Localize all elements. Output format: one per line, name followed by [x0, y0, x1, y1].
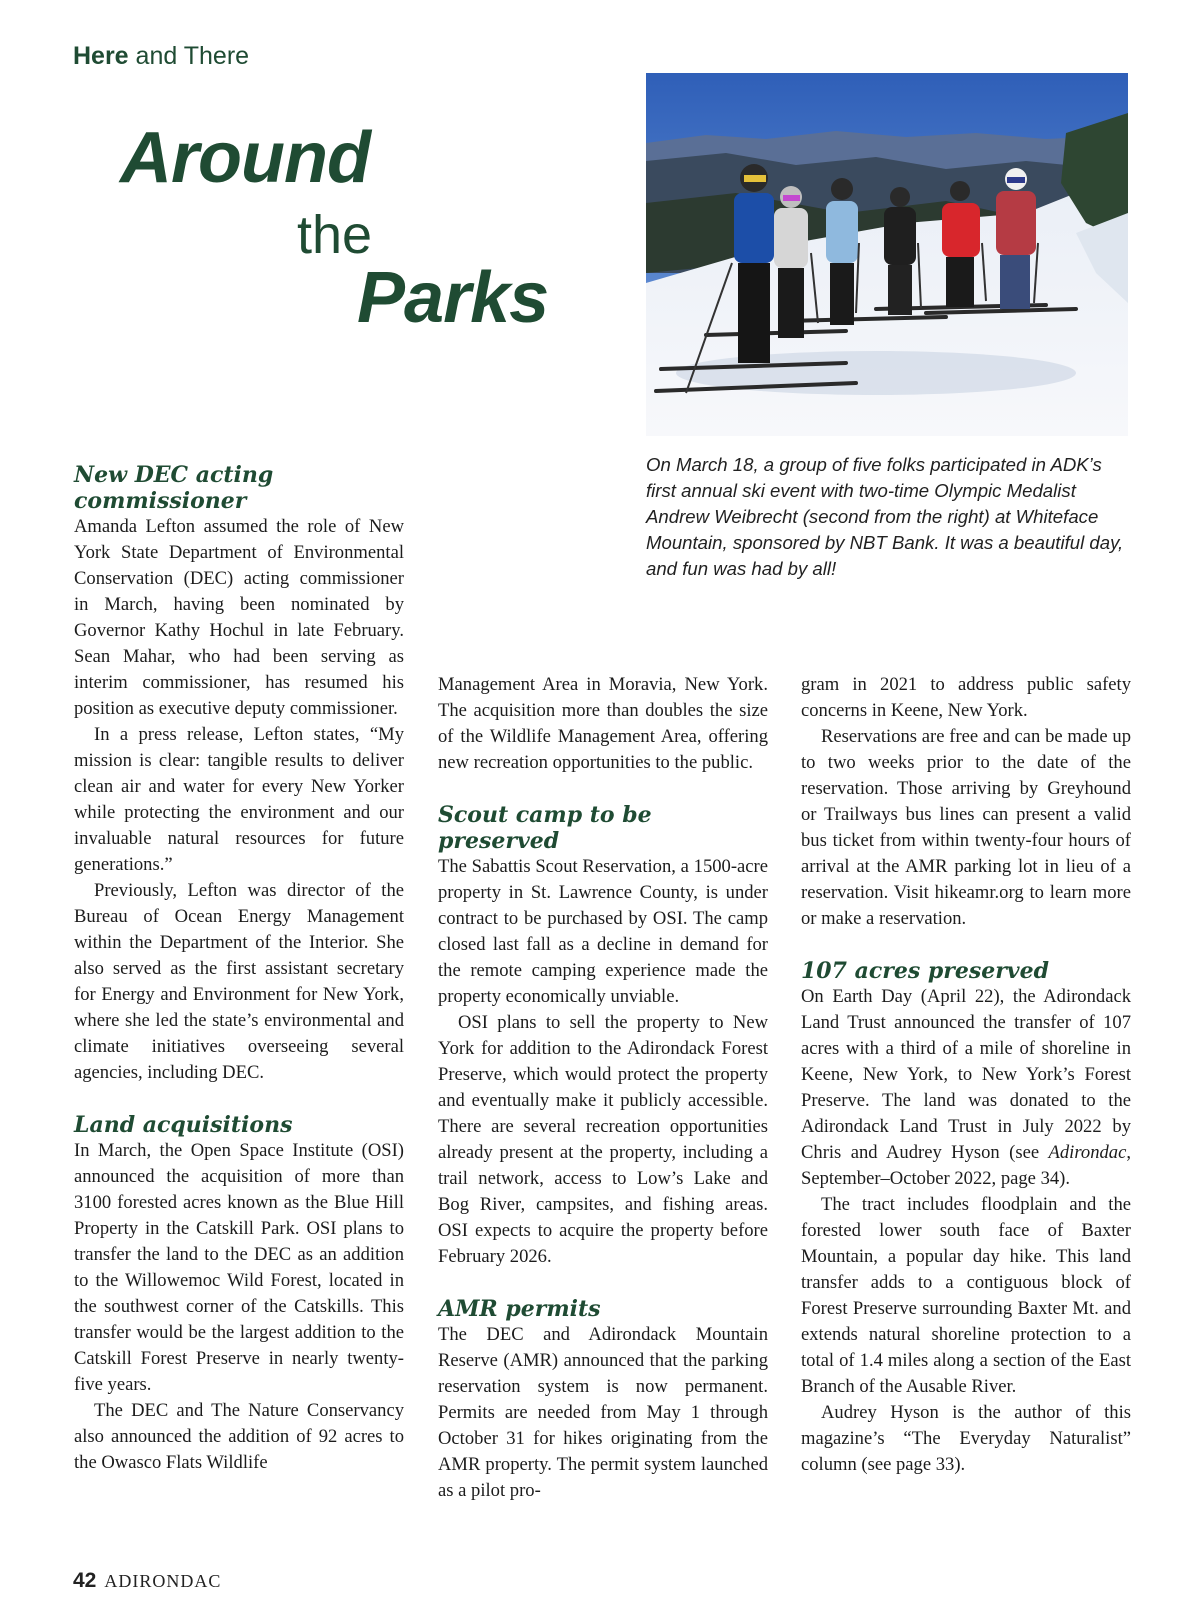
amr-paragraph-1-start: The DEC and Adirondack Mountain Reserve (AMR) announced that the parking reservation system is now permanent. Permits are needed from May 1 through October 31 for hikes originating from the AMR property. The permit system launched as a pilot pro-	[438, 1324, 768, 1501]
title-the: the	[297, 205, 373, 265]
acres-p1-text-b: , September–October 2022, page 34).	[801, 1142, 1131, 1189]
page-number: 42	[73, 1569, 97, 1592]
acres-paragraph-2: The tract includes floodplain and the forested lower south face of Baxter Mountain, a popular day hike. This land transfer adds to a contiguous block of Forest Preserve surrounding Baxter Mt. and extends natural shoreline protection to a total of 1.4 miles along a section of the East Branch of the Ausable River.	[801, 1194, 1131, 1397]
title-parks: Parks	[357, 258, 549, 338]
magazine-title-italic: Adirondac	[1048, 1142, 1127, 1163]
land-paragraph-2-start: The DEC and The Nature Conservancy also announced the addition of 92 acres to the Owasco Flats Wildlife	[74, 1400, 404, 1473]
magazine-name: ADIRONDAC	[104, 1571, 222, 1591]
column-1	[74, 462, 404, 1476]
ski-group-photo	[646, 73, 1128, 436]
page-footer	[73, 1568, 221, 1593]
heading-107-acres: 107 acres preserved	[801, 958, 1049, 984]
scout-paragraph-2: OSI plans to sell the property to New York for addition to the Adirondack Forest Preserve, which would protect the property and eventually make it publicly accessible. There are several recreation opportunities already present at the property, including a trail network, access to Low’s Lake and Bog River, campsites, and fishing areas. OSI expects to acquire the property before February 2026.	[438, 1012, 768, 1267]
skier-2	[774, 186, 808, 338]
heading-scout-camp: Scout camp to be preserved	[438, 802, 652, 854]
ski-photo-illustration	[646, 73, 1128, 436]
dec-paragraph-1: Amanda Lefton assumed the role of New York State Department of Environmental Conservation (DEC) acting commissioner in March, having been nominated by Governor Kathy Hochul in late February. Sean Mahar, who had been serving as interim commissioner, has resumed his position as executive deputy commissioner.	[74, 516, 404, 719]
heading-new-dec-commissioner: New DEC acting commissioner	[74, 462, 274, 514]
section-kicker	[73, 42, 249, 71]
heading-amr-permits: AMR permits	[438, 1296, 601, 1322]
heading-land-acquisitions: Land acquisitions	[74, 1112, 293, 1138]
column-3	[801, 672, 1131, 1478]
kicker-rest: and There	[128, 42, 250, 70]
amr-paragraph-2: Reservations are free and can be made up to two weeks prior to the date of the reservation. Those arriving by Greyhound or Trailways bus lines can present a valid bus ticket from within twenty-four hours of arrival at the AMR parking lot in lieu of a reservation. Visit hikeamr.org to learn more or make a reservation.	[801, 726, 1131, 929]
column-2	[438, 672, 768, 1504]
title-around: Around	[120, 118, 370, 198]
skier-1	[734, 164, 774, 363]
dec-paragraph-2: In a press release, Lefton states, “My mission is clear: tangible results to deliver clean air and water for every New Yorker while protecting the environment and our invaluable natural resources for future generations.”	[74, 724, 404, 875]
acres-p1-text-a: On Earth Day (April 22), the Adirondack Land Trust announced the transfer of 107 acres with a third of a mile of shoreline in Keene, New York, to New York’s Forest Preserve. The land was donated to the Adirondack Land Trust in July 2022 by Chris and Audrey Hyson (see	[801, 986, 1131, 1163]
land-paragraph-1: In March, the Open Space Institute (OSI) announced the acquisition of more than 3100 forested acres known as the Blue Hill Property in the Catskill Park. OSI plans to transfer the land to the DEC as an addition to the Willowemoc Wild Forest, located in the southwest corner of the Catskills. This transfer would be the largest addition to the Catskill Forest Preserve in nearly twenty-five years.	[74, 1140, 404, 1395]
amr-paragraph-1-continued: gram in 2021 to address public safety concerns in Keene, New York.	[801, 674, 1131, 721]
kicker-bold: Here	[73, 42, 129, 70]
dec-paragraph-3: Previously, Lefton was director of the Bureau of Ocean Energy Management within the Department of the Interior. She also served as the first assistant secretary for Energy and Environment for New York, where she led the state’s environmental and climate initiatives overseeing several agencies, including DEC.	[74, 880, 404, 1083]
land-paragraph-2-continued: Management Area in Moravia, New York. The acquisition more than doubles the size of the Wildlife Management Area, offering new recreation opportunities to the public.	[438, 674, 768, 773]
acres-paragraph-3: Audrey Hyson is the author of this magazine’s “The Everyday Naturalist” column (see page 33).	[801, 1402, 1131, 1475]
photo-caption: On March 18, a group of five folks participated in ADK’s first annual ski event with two-time Olympic Medalist Andrew Weibrecht (second from the right) at Whiteface Mountain, sponsored by NBT Bank. It was a beautiful day, and fun was had by all!	[646, 454, 1124, 579]
scout-paragraph-1: The Sabattis Scout Reservation, a 1500-acre property in St. Lawrence County, is under contract to be purchased by OSI. The camp closed last fall as a decline in demand for the remote camping experience made the property economically unviable.	[438, 856, 768, 1007]
acres-paragraph-1	[801, 984, 1131, 1192]
